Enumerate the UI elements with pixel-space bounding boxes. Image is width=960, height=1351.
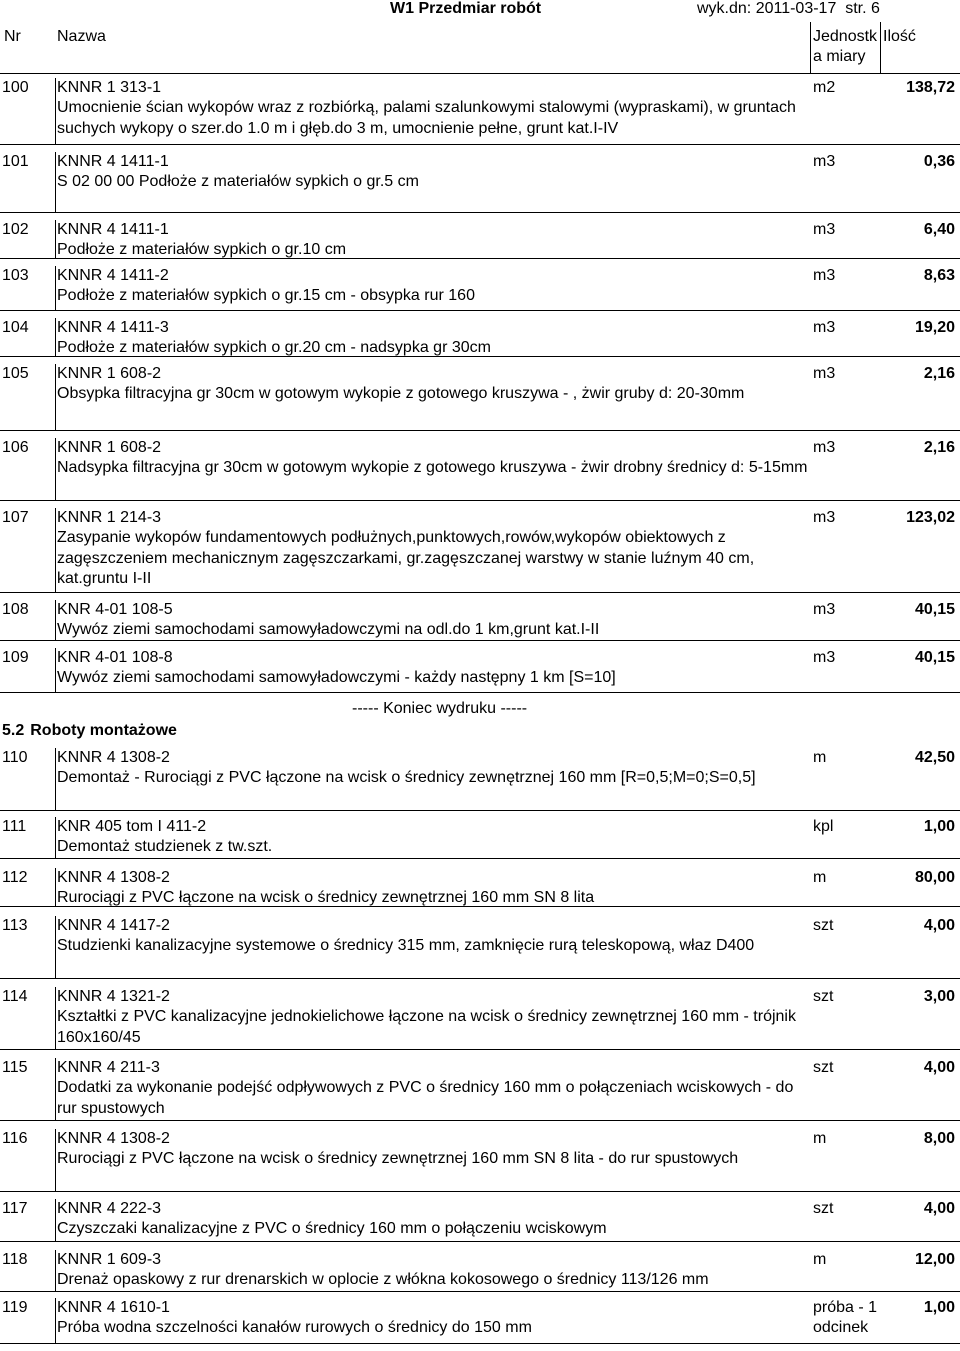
item-number: 101 — [2, 153, 29, 170]
row-code-divider — [55, 648, 56, 692]
item-number: 106 — [2, 439, 29, 456]
row-code-divider — [55, 1129, 56, 1191]
row-divider — [0, 212, 960, 213]
item-number: 102 — [2, 221, 29, 238]
item-quantity: 80,00 — [914, 869, 955, 886]
item-unit: m3 — [813, 601, 836, 618]
item-description: Umocnienie ścian wykopów wraz z rozbiórką, palami szalunkowymi stalowymi (wypraskami), w gruntach suchych wykopy o szer.do 1.0 m i głęb.do 3 m, umocnienie pełne, grunt kat.I-IV — [57, 99, 796, 137]
item-code: KNNR 1 608-2 — [57, 439, 162, 456]
item-description: Rurociągi z PVC łączone na wcisk o średnicy zewnętrznej 160 mm SN 8 lita - do rur spustowych — [57, 1150, 739, 1167]
item-quantity: 1,00 — [923, 818, 955, 835]
item-quantity: 8,63 — [923, 267, 955, 284]
item-code: KNNR 1 313-1 — [57, 79, 162, 96]
item-unit: m3 — [813, 153, 836, 170]
item-description: Próba wodna szczelności kanałów rurowych o średnicy do 150 mm — [57, 1319, 532, 1336]
item-description: Kształtki z PVC kanalizacyjne jednokielichowe łączone na wcisk o średnicy zewnętrznej 160 mm - trójnik 160x160/45 — [57, 1008, 796, 1046]
item-unit: m3 — [813, 649, 836, 666]
item-number: 103 — [2, 267, 29, 284]
item-number: 110 — [2, 749, 28, 766]
row-divider — [0, 906, 960, 907]
item-description: Wywóz ziemi samochodami samowyładowczymi - każdy następny 1 km [S=10] — [57, 669, 616, 686]
col-name-header: Nazwa — [57, 28, 106, 45]
item-code: KNNR 4 1411-1 — [57, 221, 169, 238]
row-code-divider — [55, 364, 56, 430]
item-number: 104 — [2, 319, 29, 336]
item-code: KNNR 4 1308-2 — [57, 869, 170, 886]
item-quantity: 4,00 — [923, 1059, 955, 1076]
item-quantity: 123,02 — [906, 509, 955, 526]
item-unit: m3 — [813, 221, 836, 238]
col-divider — [810, 22, 811, 73]
row-code-divider — [55, 817, 56, 858]
item-number: 107 — [2, 509, 29, 526]
item-code: KNNR 1 214-3 — [57, 509, 162, 526]
item-number: 113 — [2, 917, 28, 934]
item-code: KNR 4-01 108-5 — [57, 601, 173, 618]
row-divider — [0, 1241, 960, 1242]
item-unit: m — [813, 1251, 827, 1268]
item-unit: kpl — [813, 818, 834, 835]
item-unit: m3 — [813, 509, 836, 526]
row-code-divider — [55, 868, 56, 906]
item-number: 114 — [2, 988, 28, 1005]
row-code-divider — [55, 266, 56, 310]
item-number: 105 — [2, 365, 29, 382]
item-unit: m3 — [813, 365, 836, 382]
row-divider — [0, 592, 960, 593]
item-quantity: 40,15 — [914, 649, 955, 666]
item-code: KNNR 4 1610-1 — [57, 1299, 170, 1316]
item-description: Czyszczaki kanalizacyjne z PVC o średnicy 160 mm o połączeniu wciskowym — [57, 1220, 607, 1237]
row-divider — [0, 144, 960, 145]
item-description: Demontaż studzienek z tw.szt. — [57, 838, 273, 855]
row-divider — [0, 430, 960, 431]
item-number: 109 — [2, 649, 29, 666]
row-code-divider — [55, 78, 56, 144]
item-description: S 02 00 00 Podłoże z materiałów sypkich o gr.5 cm — [57, 173, 419, 190]
item-code: KNNR 4 1417-2 — [57, 917, 170, 934]
item-quantity: 12,00 — [914, 1251, 955, 1268]
item-unit: m — [813, 1130, 827, 1147]
header-divider — [0, 73, 960, 74]
end-of-print: ----- Koniec wydruku ----- — [352, 700, 528, 717]
item-unit: m2 — [813, 79, 836, 96]
item-description: Studzienki kanalizacyjne systemowe o średnicy 315 mm, zamknięcie rurą teleskopową, właz D400 — [57, 937, 755, 954]
item-number: 117 — [2, 1200, 28, 1217]
item-number: 108 — [2, 601, 29, 618]
item-quantity: 0,36 — [923, 153, 955, 170]
item-quantity: 19,20 — [914, 319, 955, 336]
row-divider — [0, 640, 960, 641]
col-unit-header: Jednostk a miary — [813, 28, 878, 65]
item-code: KNNR 4 211-3 — [57, 1059, 160, 1076]
document-title: W1 Przedmiar robót — [390, 0, 542, 17]
item-code: KNNR 4 222-3 — [57, 1200, 162, 1217]
row-divider — [0, 356, 960, 357]
page-number: str. 6 — [845, 0, 880, 17]
item-description: Dodatki za wykonanie podejść odpływowych z PVC o średnicy 160 mm o połączeniach wciskowych - do rur spustowych — [57, 1079, 794, 1117]
item-unit: szt — [813, 988, 834, 1005]
row-code-divider — [55, 220, 56, 258]
item-code: KNNR 4 1308-2 — [57, 749, 170, 766]
item-number: 111 — [2, 818, 27, 835]
item-description: Rurociągi z PVC łączone na wcisk o średnicy zewnętrznej 160 mm SN 8 lita — [57, 889, 595, 906]
item-description: Nadsypka filtracyjna gr 30cm w gotowym wykopie z gotowego kruszywa - żwir drobny średnicy d: 5-15mm — [57, 459, 808, 476]
item-code: KNNR 1 609-3 — [57, 1251, 162, 1268]
row-divider — [0, 1343, 960, 1344]
item-number: 115 — [2, 1059, 28, 1076]
row-code-divider — [55, 1250, 56, 1291]
item-number: 100 — [2, 79, 29, 96]
row-divider — [0, 1291, 960, 1292]
item-description: Drenaż opaskowy z rur drenarskich w oplocie z włókna kokosowego o średnicy 113/126 mm — [57, 1271, 709, 1288]
item-quantity: 8,00 — [923, 1130, 955, 1147]
item-quantity: 4,00 — [923, 1200, 955, 1217]
row-code-divider — [55, 508, 56, 592]
item-quantity: 2,16 — [923, 439, 955, 456]
row-code-divider — [55, 916, 56, 978]
print-date: wyk.dn: 2011-03-17 str. 6 — [697, 0, 880, 17]
row-divider — [0, 692, 960, 693]
row-code-divider — [55, 1199, 56, 1241]
item-quantity: 42,50 — [914, 749, 955, 766]
row-code-divider — [55, 318, 56, 356]
item-description: Podłoże z materiałów sypkich o gr.20 cm - nadsypka gr 30cm — [57, 339, 491, 356]
item-quantity: 3,00 — [923, 988, 955, 1005]
item-number: 112 — [2, 869, 28, 886]
row-divider — [0, 1120, 960, 1121]
col-nr-header: Nr — [4, 28, 21, 45]
item-unit: m — [813, 869, 827, 886]
item-number: 118 — [2, 1251, 28, 1268]
item-code: KNNR 4 1411-2 — [57, 267, 169, 284]
row-code-divider — [55, 748, 56, 810]
row-divider — [0, 978, 960, 979]
item-unit: szt — [813, 917, 834, 934]
item-number: 116 — [2, 1130, 28, 1147]
row-code-divider — [55, 600, 56, 640]
col-divider — [880, 22, 881, 73]
item-unit: m3 — [813, 319, 836, 336]
item-description: Obsypka filtracyjna gr 30cm w gotowym wykopie z gotowego kruszywa - , żwir gruby d: 20-30mm — [57, 385, 745, 402]
row-divider — [0, 858, 960, 859]
row-code-divider — [55, 987, 56, 1049]
item-description: Wywóz ziemi samochodami samowyładowczymi na odl.do 1 km,grunt kat.I-II — [57, 621, 600, 638]
item-code: KNNR 4 1411-3 — [57, 319, 169, 336]
item-description: Podłoże z materiałów sypkich o gr.10 cm — [57, 241, 347, 258]
item-quantity: 1,00 — [923, 1299, 955, 1316]
item-code: KNR 405 tom I 411-2 — [57, 818, 207, 835]
row-divider — [0, 1049, 960, 1050]
row-code-divider — [55, 1298, 56, 1343]
row-divider — [0, 810, 960, 811]
item-unit: szt — [813, 1059, 834, 1076]
item-description: Demontaż - Rurociągi z PVC łączone na wcisk o średnicy zewnętrznej 160 mm [R=0,5;M=0;S=0,5] — [57, 769, 756, 786]
item-code: KNNR 4 1411-1 — [57, 153, 169, 170]
col-qty-header: Ilość — [883, 28, 916, 45]
row-divider — [0, 500, 960, 501]
item-number: 119 — [2, 1299, 28, 1316]
item-quantity: 6,40 — [923, 221, 955, 238]
item-unit: m3 — [813, 439, 836, 456]
item-description: Zasypanie wykopów fundamentowych podłużnych,punktowych,rowów,wykopów obiektowych z zagęszczeniem mechanicznym zagęszczarkami, gr.zagęszczanej warstwy w stanie luźnym 40 cm, kat.gruntu I-II — [57, 529, 755, 587]
item-description: Podłoże z materiałów sypkich o gr.15 cm - obsypka rur 160 — [57, 287, 475, 304]
row-code-divider — [55, 1058, 56, 1120]
item-quantity: 2,16 — [923, 365, 955, 382]
item-code: KNNR 4 1321-2 — [57, 988, 170, 1005]
row-divider — [0, 310, 960, 311]
item-quantity: 138,72 — [906, 79, 955, 96]
row-divider — [0, 258, 960, 259]
item-unit: szt — [813, 1200, 834, 1217]
item-quantity: 4,00 — [923, 917, 955, 934]
item-quantity: 40,15 — [914, 601, 955, 618]
section-heading: 5.2 Roboty montażowe — [2, 722, 177, 739]
item-code: KNR 4-01 108-8 — [57, 649, 173, 666]
row-divider — [0, 1191, 960, 1192]
row-code-divider — [55, 152, 56, 212]
item-unit: m — [813, 749, 827, 766]
row-code-divider — [55, 438, 56, 500]
item-unit: próba - 1 odcinek — [813, 1299, 878, 1336]
item-code: KNNR 1 608-2 — [57, 365, 162, 382]
item-unit: m3 — [813, 267, 836, 284]
item-code: KNNR 4 1308-2 — [57, 1130, 170, 1147]
